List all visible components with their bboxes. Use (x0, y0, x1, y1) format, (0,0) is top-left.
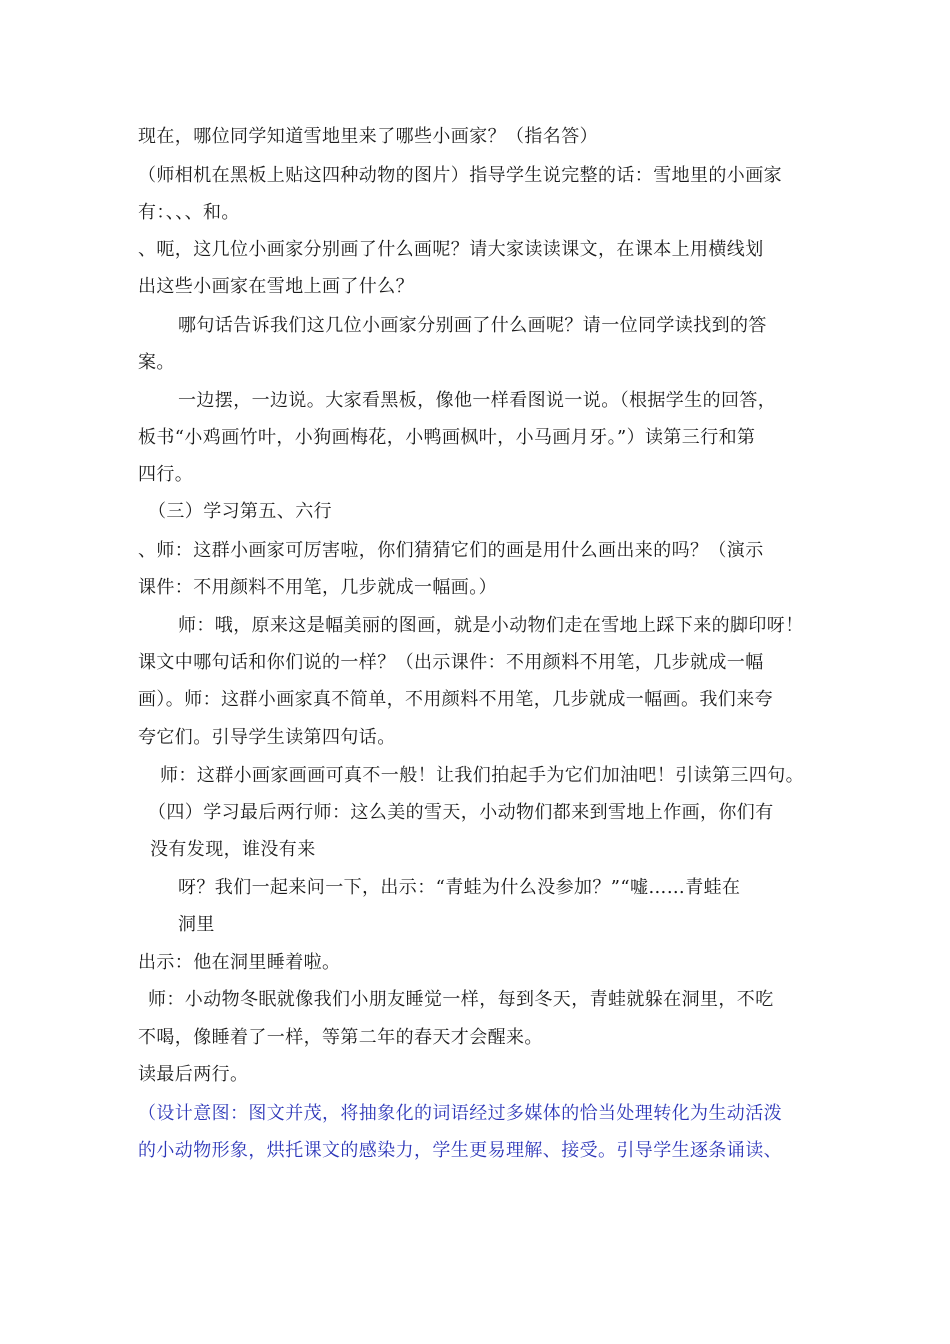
text-line: 一边摆，一边说。大家看黑板，像他一样看图说一说。（根据学生的回答， (178, 390, 777, 411)
text-line: 、呃，这几位小画家分别画了什么画呢？请大家读读课文，在课本上用横线划 (138, 239, 764, 260)
text-line: 师：哦，原来这是幅美丽的图画，就是小动物们走在雪地上踩下来的脚印呀！ (178, 615, 804, 636)
section-heading: （四）学习最后两行师：这么美的雪天，小动物们都来到雪地上作画，你们有 (148, 802, 774, 823)
text-line: 师：小动物冬眠就像我们小朋友睡觉一样，每到冬天，青蛙就躲在洞里，不吃 (148, 989, 774, 1010)
text-line: 板书“小鸡画竹叶，小狗画梅花，小鸭画枫叶，小马画月牙。”）读第三行和第 (138, 427, 756, 448)
text-line: 没有发现，谁没有来 (150, 839, 316, 860)
text-line: 不喝，像睡着了一样，等第二年的春天才会醒来。 (138, 1027, 543, 1048)
design-note-line: 的小动物形象，烘托课文的感染力，学生更易理解、接受。引导学生逐条诵读、 (138, 1140, 782, 1161)
text-line: 出这些小画家在雪地上画了什么？ (138, 276, 414, 297)
section-heading: （三）学习第五、六行 (148, 501, 332, 522)
text-line: 师：这群小画家画画可真不一般！让我们拍起手为它们加油吧！引读第三四句。 (160, 765, 804, 786)
text-line: 、师：这群小画家可厉害啦，你们猜猜它们的画是用什么画出来的吗？（演示 (138, 540, 764, 561)
text-line: 夸它们。引导学生读第四句话。 (138, 727, 396, 748)
text-line: 洞里 (178, 914, 215, 935)
text-line: 课文中哪句话和你们说的一样？（出示课件：不用颜料不用笔，几步就成一幅 (138, 652, 764, 673)
text-line: 读最后两行。 (138, 1064, 249, 1085)
text-line: 哪句话告诉我们这几位小画家分别画了什么画呢？请一位同学读找到的答 (178, 315, 767, 336)
text-line: 现在，哪位同学知道雪地里来了哪些小画家？（指名答） (138, 126, 598, 147)
text-line: 画）。师：这群小画家真不简单，不用颜料不用笔，几步就成一幅画。我们来夸 (138, 689, 773, 710)
text-line: 出示：他在洞里睡着啦。 (138, 952, 341, 973)
text-line: （师相机在黑板上贴这四种动物的图片）指导学生说完整的话：雪地里的小画家 (138, 165, 782, 186)
text-line: 有：、、、和。 (138, 202, 240, 223)
text-line: 课件：不用颜料不用笔，几步就成一幅画。） (138, 577, 497, 598)
design-note-line: （设计意图：图文并茂，将抽象化的词语经过多媒体的恰当处理转化为生动活泼 (138, 1103, 782, 1124)
text-line: 案。 (138, 352, 175, 373)
text-line: 四行。 (138, 464, 194, 485)
text-line: 呀？我们一起来问一下，出示：“青蛙为什么没参加？”“嘘……青蛙在 (178, 877, 741, 898)
